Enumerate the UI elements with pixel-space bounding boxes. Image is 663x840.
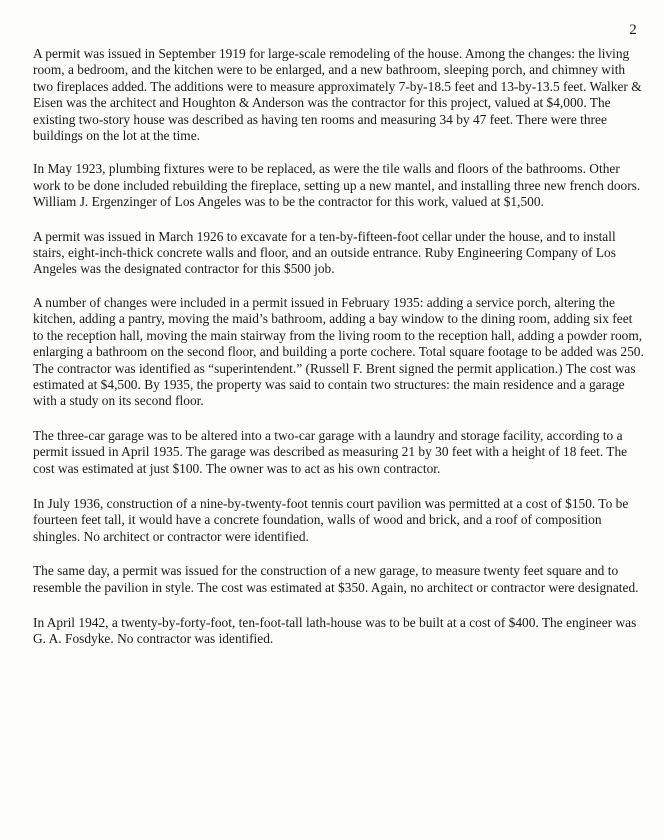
paragraph-1936-pavilion: In July 1936, construction of a nine-by-twenty-foot tennis court pavilion was permitted at a cost of $150. To be fourteen feet tall, it would have a concrete foundation, walls of wood and brick, and a roof of composition shingles. No architect or contractor were identified. <box>33 495 629 544</box>
paragraph-1935-garage: The three-car garage was to be altered into a two-car garage with a laundry and storage facility, according to a permit issued in April 1935. The garage was described as measuring 21 by 30 feet with a height of 18 feet. The cost was estimated at just $100. The owner was to act as his own contractor. <box>33 427 628 476</box>
paragraph-1923-plumbing: In May 1923, plumbing fixtures were to be replaced, as were the tile walls and floors of the bathrooms. Other work to be done included rebuilding the fireplace, setting up a new mantel, and installing three new french doors. William J. Ergenzinger of Los Angeles was to be the contractor for this work, valued at $1,500. <box>33 161 641 210</box>
document-body <box>33 46 645 665</box>
paragraph-1926-cellar: A permit was issued in March 1926 to excavate for a ten-by-fifteen-foot cellar under the house, and to install stairs, eight-inch-thick concrete walls and floor, and an outside entrance. Ruby Engineering Company of Los Angeles was the designated contractor for this $500 job. <box>33 228 616 277</box>
paragraph-1919-remodel: A permit was issued in September 1919 for large-scale remodeling of the house. Among the changes: the living room, a bedroom, and the kitchen were to be enlarged, and a new bathroom, sleeping porch, and chimney with two fireplaces added. The additions were to measure approximately 7-by-18.5 feet and 13-by-13.5 feet. Walker & Eisen was the architect and Houghton & Anderson was the contractor for this project, valued at $4,000. The existing two-story house was described as having ten rooms and measuring 34 by 47 feet. There were three buildings on the lot at the time. <box>33 46 642 144</box>
paragraph-1942-lath-house: In April 1942, a twenty-by-forty-foot, ten-foot-tall lath-house was to be built at a cost of $400. The engineer was G. A. Fosdyke. No contractor was identified. <box>33 614 637 647</box>
page-number: 2 <box>629 22 637 38</box>
paragraph-1936-new-garage: The same day, a permit was issued for the construction of a new garage, to measure twenty feet square and to resemble the pavilion in style. The cost was estimated at $350. Again, no architect or contractor were designated. <box>33 563 639 595</box>
paragraph-1935-changes: A number of changes were included in a permit issued in February 1935: adding a service porch, altering the kitchen, adding a pantry, moving the maid’s bathroom, adding a bay window to the dining room, adding six feet to the reception hall, moving the main stairway from the living room to the reception hall, adding a powder room, enlarging a bathroom on the second floor, and building a porte cochere. Total square footage to be added was 250. The contractor was identified as “superintendent.” (Russell F. Brent signed the permit application.) The cost was estimated at $4,500. By 1935, the property was said to contain two structures: the main residence and a garage with a study on its second floor. <box>33 294 644 409</box>
